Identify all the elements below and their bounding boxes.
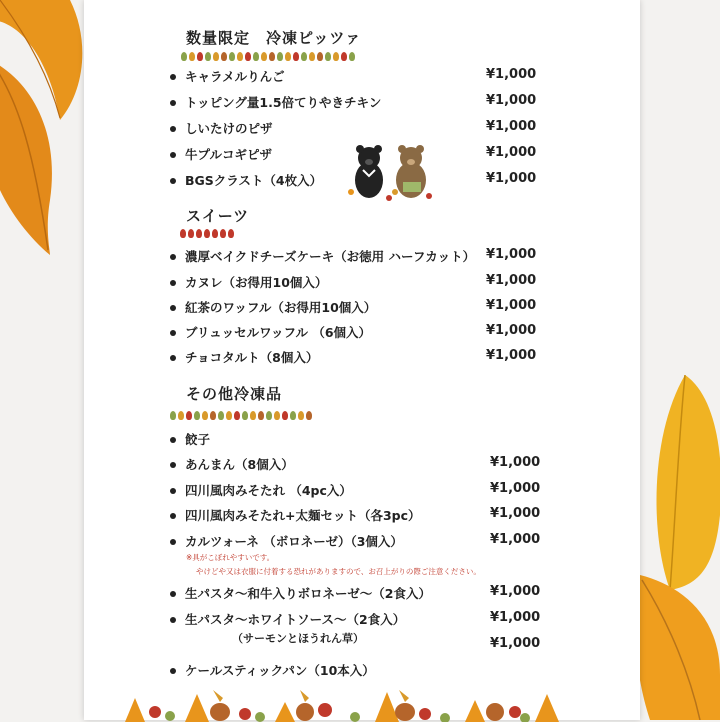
item-price: ¥1,000 — [486, 323, 537, 338]
item-name: しいたけのピザ — [185, 121, 273, 136]
item-price: ¥1,000 — [486, 93, 537, 108]
item-name: あんまん（8個入） — [185, 457, 294, 472]
list-item — [170, 506, 530, 524]
bullet-icon — [170, 100, 176, 106]
item-name: 四川風肉みそたれ （4pc入） — [185, 483, 352, 498]
item-name: カルツォーネ （ボロネーゼ）（3個入） — [185, 534, 403, 549]
list-item — [170, 273, 530, 291]
bullet-icon — [170, 591, 176, 597]
item-price: ¥1,000 — [486, 171, 537, 186]
bullet-icon — [170, 462, 176, 468]
list-item — [170, 430, 530, 448]
bullet-icon — [170, 617, 176, 623]
item-name: 四川風肉みそたれ+太麺セット（各3pc） — [185, 508, 421, 523]
item-price: ¥1,000 — [490, 610, 541, 625]
item-sub-label: （サーモンとほうれん草） — [232, 632, 364, 645]
caution-note: ※具がこぼれやすいです。 — [186, 553, 275, 562]
bullet-icon — [170, 539, 176, 545]
bullet-icon — [170, 254, 176, 260]
item-price: ¥1,000 — [486, 273, 537, 288]
item-price: ¥1,000 — [486, 119, 537, 134]
list-item — [170, 298, 530, 316]
item-price: ¥1,000 — [490, 532, 541, 547]
item-price: ¥1,000 — [486, 145, 537, 160]
leaf-divider — [180, 229, 234, 239]
bullet-icon — [170, 152, 176, 158]
section-title-pizza: 数量限定 冷凍ピッツァ — [186, 29, 362, 47]
bears-illustration — [345, 140, 435, 206]
item-name: 紅茶のワッフル（お得用10個入） — [185, 300, 377, 315]
bullet-icon — [170, 668, 176, 674]
leaf-divider — [170, 411, 312, 421]
item-name: 濃厚ベイクドチーズケーキ（お徳用 ハーフカット） — [185, 249, 476, 264]
item-name: カヌレ（お得用10個入） — [185, 275, 328, 290]
caution-note: やけどや又は衣服に付着する恐れがありますので、お召上がりの際ご注意ください。 — [196, 567, 481, 576]
bullet-icon — [170, 305, 176, 311]
item-price: ¥1,000 — [490, 636, 541, 651]
item-name: トッピング量1.5倍てりやきチキン — [185, 95, 382, 110]
bullet-icon — [170, 513, 176, 519]
item-name: キャラメルりんご — [185, 69, 285, 84]
item-price: ¥1,000 — [486, 67, 537, 82]
section-title-other: その他冷凍品 — [186, 385, 283, 403]
list-item — [170, 584, 530, 602]
item-price: ¥1,000 — [490, 506, 541, 521]
item-name: BGSクラスト（4枚入） — [185, 173, 323, 188]
list-item — [170, 532, 530, 550]
bullet-icon — [170, 437, 176, 443]
bullet-icon — [170, 355, 176, 361]
item-name: チョコタルト（8個入） — [185, 350, 319, 365]
list-item — [170, 67, 530, 85]
leaf-divider — [181, 52, 355, 62]
bullet-icon — [170, 126, 176, 132]
item-name: ケールスティックパン（10本入） — [185, 663, 375, 678]
autumn-leaf-right — [630, 375, 720, 720]
item-name: 牛プルコギピザ — [185, 147, 273, 162]
list-item — [170, 661, 530, 679]
bullet-icon — [170, 178, 176, 184]
bullet-icon — [170, 488, 176, 494]
item-price: ¥1,000 — [490, 455, 541, 470]
list-item — [170, 323, 530, 341]
item-name: ブリュッセルワッフル （6個入） — [185, 325, 372, 340]
item-price: ¥1,000 — [486, 247, 537, 262]
bullet-icon — [170, 280, 176, 286]
item-name: 餃子 — [185, 432, 211, 447]
list-item — [170, 481, 530, 499]
list-item — [170, 247, 530, 265]
list-item — [170, 348, 530, 366]
section-title-sweets: スイーツ — [186, 207, 250, 225]
item-price: ¥1,000 — [486, 348, 537, 363]
item-price: ¥1,000 — [486, 298, 537, 313]
item-price: ¥1,000 — [490, 481, 541, 496]
animal-border-illustration — [125, 684, 565, 722]
list-item — [170, 119, 530, 137]
item-name: 生パスタ～ホワイトソース～（2食入） — [185, 612, 406, 627]
item-name: 生パスタ～和牛入りボロネーゼ～（2食入） — [185, 586, 431, 601]
list-item — [170, 455, 530, 473]
list-item — [170, 610, 530, 628]
bullet-icon — [170, 330, 176, 336]
list-item — [170, 93, 530, 111]
item-price: ¥1,000 — [490, 584, 541, 599]
bullet-icon — [170, 74, 176, 80]
